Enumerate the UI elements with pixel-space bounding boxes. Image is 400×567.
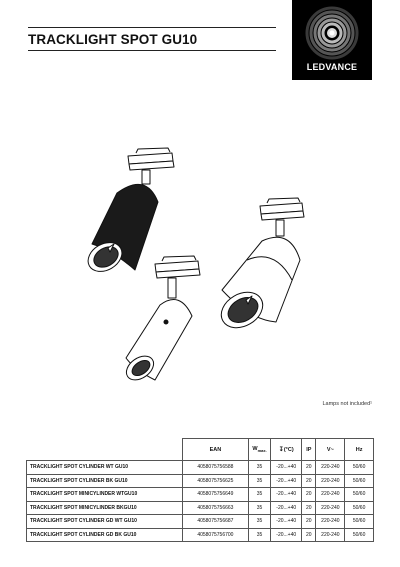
cell-temp: -20...+40: [271, 515, 302, 529]
cell-temp: -20...+40: [271, 501, 302, 515]
cell-watt: 35: [248, 474, 271, 488]
cell-watt: 35: [248, 488, 271, 502]
cell-volt: 220-240: [316, 474, 345, 488]
cell-volt: 220-240: [316, 461, 345, 475]
track-spotlight-drawings-icon: [80, 140, 340, 390]
table-row: [27, 501, 374, 515]
cell-ip: 20: [302, 474, 316, 488]
cell-ean: 4058075756663: [183, 501, 249, 515]
cell-ean: 4058075756625: [183, 474, 249, 488]
header-watt-label: W: [252, 445, 258, 452]
header-watt: [248, 439, 271, 461]
header-hz: Hz: [345, 439, 374, 461]
cell-volt: 220-240: [316, 488, 345, 502]
header-ean: EAN: [183, 439, 249, 461]
cell-ip: 20: [302, 488, 316, 502]
cell-ean: 4058075756649: [183, 488, 249, 502]
cell-hz: 50/60: [345, 501, 374, 515]
thermometer-icon: ↧: [278, 447, 284, 453]
lamps-not-included-note: Lamps not included¹: [322, 401, 372, 407]
table-row: [27, 515, 374, 529]
header-temp-label: (°C): [283, 447, 294, 453]
cell-hz: 50/60: [345, 474, 374, 488]
cell-volt: 220-240: [316, 501, 345, 515]
cell-ean: 4058075756687: [183, 515, 249, 529]
cell-volt: 220-240: [316, 515, 345, 529]
cell-temp: -20...+40: [271, 461, 302, 475]
cell-name: TRACKLIGHT SPOT CYLINDER WT GU10: [27, 461, 183, 475]
cell-ip: 20: [302, 461, 316, 475]
cell-ip: 20: [302, 528, 316, 542]
cell-name: TRACKLIGHT SPOT MINICYLINDER BKGU10: [27, 501, 183, 515]
spot-minicylinder-icon: [122, 256, 200, 385]
cell-name: TRACKLIGHT SPOT CYLINDER BK GU10: [27, 474, 183, 488]
table-row: [27, 528, 374, 542]
spot-cylinder-gd-icon: [215, 198, 304, 335]
table-header-row: [27, 439, 374, 461]
ledvance-logo: [292, 0, 372, 80]
cell-ean: 4058075756700: [183, 528, 249, 542]
table-row: [27, 474, 374, 488]
cell-name: TRACKLIGHT SPOT CYLINDER GD BK GU10: [27, 528, 183, 542]
cell-hz: 50/60: [345, 488, 374, 502]
cell-temp: -20...+40: [271, 528, 302, 542]
cell-name: TRACKLIGHT SPOT MINICYLINDER WTGU10: [27, 488, 183, 502]
header-volt: V~: [316, 439, 345, 461]
title-top-rule: [28, 27, 276, 28]
header-ip: IP: [302, 439, 316, 461]
page-title: TRACKLIGHT SPOT GU10: [28, 32, 198, 47]
cell-watt: 35: [248, 461, 271, 475]
cell-ip: 20: [302, 515, 316, 529]
brand-name: LEDVANCE: [306, 62, 358, 72]
cell-temp: -20...+40: [271, 488, 302, 502]
cell-name: TRACKLIGHT SPOT CYLINDER GD WT GU10: [27, 515, 183, 529]
product-spec-table: [26, 438, 374, 542]
cell-watt: 35: [248, 501, 271, 515]
cell-hz: 50/60: [345, 528, 374, 542]
cell-ip: 20: [302, 501, 316, 515]
title-bottom-rule: [28, 50, 276, 51]
cell-ean: 4058075756588: [183, 461, 249, 475]
cell-hz: 50/60: [345, 515, 374, 529]
header-temp: [271, 439, 302, 461]
cell-volt: 220-240: [316, 528, 345, 542]
table-row: [27, 488, 374, 502]
cell-watt: 35: [248, 528, 271, 542]
table-row: [27, 461, 374, 475]
header-watt-sub: max.: [257, 448, 267, 454]
cell-watt: 35: [248, 515, 271, 529]
cell-temp: -20...+40: [271, 474, 302, 488]
cell-hz: 50/60: [345, 461, 374, 475]
header-name: [27, 439, 183, 461]
spot-cylinder-large-icon: [83, 148, 174, 277]
